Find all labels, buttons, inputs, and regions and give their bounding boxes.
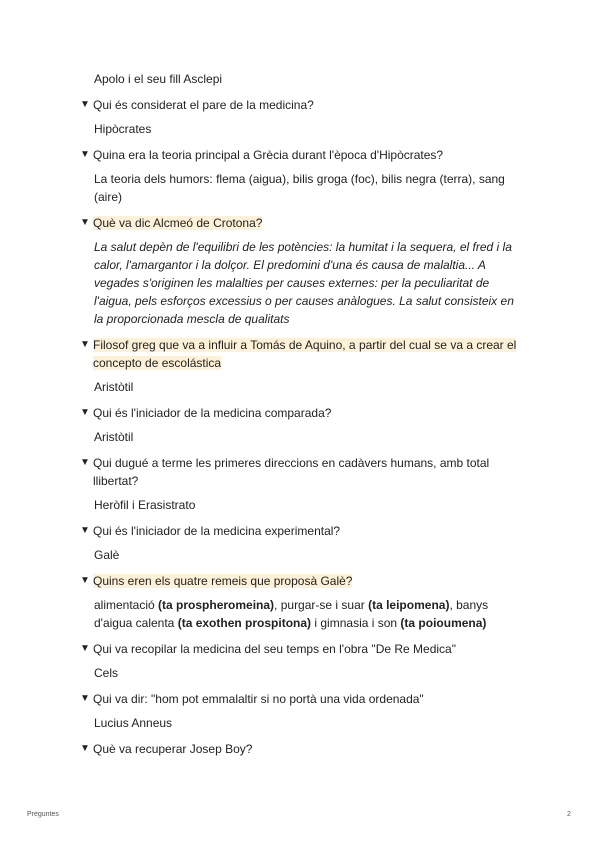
- toggle-block: [80, 690, 525, 732]
- toggle-header[interactable]: [80, 740, 525, 758]
- answer-text: Aristòtil: [94, 430, 134, 444]
- answer-term-bold: (ta exothen prospitona): [177, 616, 312, 630]
- toggle-block: [80, 572, 525, 632]
- toggle-triangle-icon[interactable]: ▼: [80, 217, 90, 228]
- answer-text: Lucius Anneus: [94, 716, 173, 730]
- answer-text: La salut depèn de l'equilibri de les potències: la humitat i la sequera, el fred i la calor, l'amargantor i la dolçor. El predomini d'una és causa de malaltia... A vegades s'originen les malalties per causes externes: per la peculiaritat de l'aigua, pels esforços excessius o per causes anàlogues. La salut consisteix en la proporcionada mescla de qualitats: [94, 240, 514, 326]
- answer-term-bold: (ta leipomena): [368, 598, 450, 612]
- toggle-block: [80, 404, 525, 446]
- toggle-header[interactable]: [80, 336, 525, 372]
- answer-segment: , purgar-se i suar: [274, 598, 369, 612]
- toggle-block: [80, 454, 525, 514]
- toggle-block: [80, 336, 525, 396]
- toggle-triangle-icon[interactable]: ▼: [80, 743, 90, 754]
- question-text: Què va dic Alcmeó de Crotona?: [93, 216, 263, 230]
- toggle-header[interactable]: [80, 404, 525, 422]
- answer-segment: i gimnasia i son: [311, 616, 401, 630]
- answer-term-bold: (ta poioumena): [400, 616, 487, 630]
- toggle-header[interactable]: [80, 690, 525, 708]
- toggle-triangle-icon[interactable]: ▼: [80, 149, 90, 160]
- toggle-block: [80, 740, 525, 758]
- question-text: Qui dugué a terme les primeres direccions en cadàvers humans, amb total llibertat?: [93, 456, 490, 488]
- answer-text: Aristòtil: [94, 380, 134, 394]
- toggle-header[interactable]: [80, 572, 525, 590]
- question-text: Qui és considerat el pare de la medicina?: [93, 98, 314, 112]
- answer-text: La teoria dels humors: flema (aigua), bilis groga (foc), bilis negra (terra), sang (aire): [94, 172, 505, 204]
- toggle-header[interactable]: [80, 522, 525, 540]
- answer-text: Apolo i el seu fill Asclepi: [94, 72, 223, 86]
- answer-text: Heròfil i Erasistrato: [94, 498, 196, 512]
- toggle-block: [80, 640, 525, 682]
- toggle-triangle-icon[interactable]: ▼: [80, 693, 90, 704]
- answer-text: Cels: [94, 666, 119, 680]
- toggle-triangle-icon[interactable]: ▼: [80, 99, 90, 110]
- question-text: Qui és l'iniciador de la medicina comparada?: [93, 406, 332, 420]
- toggle-triangle-icon[interactable]: ▼: [80, 525, 90, 536]
- toggle-triangle-icon[interactable]: ▼: [80, 339, 90, 350]
- toggle-header[interactable]: [80, 96, 525, 114]
- question-text: Filosof greg que va a influir a Tomás de Aquino, a partir del cual se va a crear el concepto de escolástica: [93, 338, 517, 370]
- question-text: Qui va recopilar la medicina del seu temps en l'obra "De Re Medica": [93, 642, 456, 656]
- question-text: Qui va dir: "hom pot emmalaltir si no portà una vida ordenada": [93, 692, 424, 706]
- toggle-block: [80, 522, 525, 564]
- question-text: Quins eren els quatre remeis que proposà Galè?: [93, 574, 353, 588]
- toggle-block: [80, 214, 525, 328]
- answer-term-bold: (ta prospheromeina): [158, 598, 275, 612]
- answer-segment: , banys d'aigua calenta: [94, 598, 489, 630]
- footer-title: Preguntes: [27, 811, 59, 818]
- question-text: Què va recuperar Josep Boy?: [93, 742, 253, 756]
- answer-text: Hipòcrates: [94, 122, 152, 136]
- answer-segment: alimentació: [94, 598, 159, 612]
- question-text: Quina era la teoria principal a Grècia durant l'època d'Hipòcrates?: [93, 148, 444, 162]
- toggle-triangle-icon[interactable]: ▼: [80, 575, 90, 586]
- toggle-header[interactable]: [80, 146, 525, 164]
- toggle-header[interactable]: [80, 640, 525, 658]
- toggle-triangle-icon[interactable]: ▼: [80, 457, 90, 468]
- answer-text: [80, 596, 525, 632]
- toggle-block: [80, 146, 525, 206]
- toggle-header[interactable]: [80, 454, 525, 490]
- question-text: Qui és l'iniciador de la medicina experimental?: [93, 524, 341, 538]
- page-number: 2: [567, 811, 571, 818]
- toggle-triangle-icon[interactable]: ▼: [80, 643, 90, 654]
- answer-text: Galè: [94, 548, 120, 562]
- toggle-block: [80, 96, 525, 138]
- toggle-triangle-icon[interactable]: ▼: [80, 407, 90, 418]
- document-body: [80, 70, 525, 766]
- toggle-header[interactable]: [80, 214, 525, 232]
